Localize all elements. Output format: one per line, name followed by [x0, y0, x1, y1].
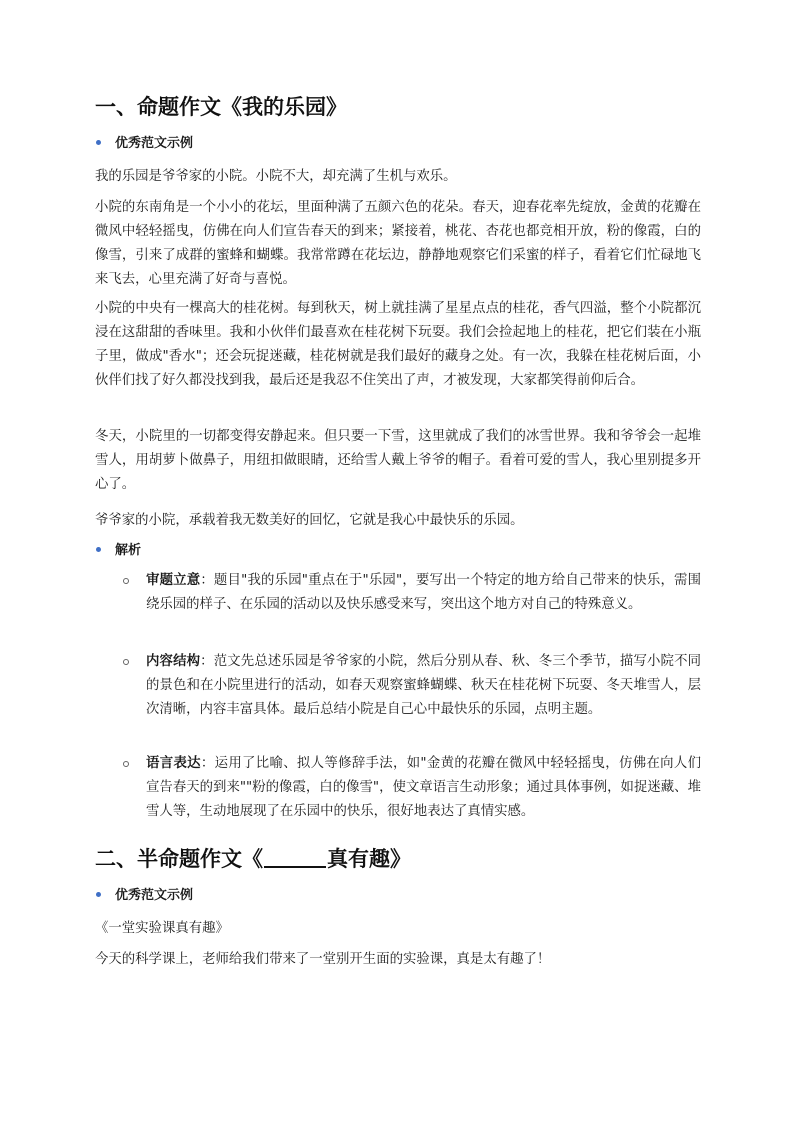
example-label-bullet — [95, 134, 193, 154]
section2-heading — [95, 847, 411, 871]
essay-paragraph-1: 我的乐园是爷爷家的小院。小院不大，却充满了生机与欢乐。 — [95, 169, 457, 184]
analysis-item-text: ：范文先总述乐园是爷爷家的小院，然后分别从春、秋、冬三个季节，描写小院不同的景色和在小院里进行的活动，如春天观察蜜蜂蝴蝶、秋天在桂花树下玩耍、冬天堆雪人，层次清晰，内容丰富具体。最后总结小院是自己心中最快乐的乐园，点明主题。 — [146, 654, 702, 717]
section2-heading-suffix: 真有趣》 — [327, 847, 411, 871]
fill-in-blank — [264, 848, 326, 868]
analysis-label: 解析 — [115, 543, 142, 558]
analysis-item-body — [146, 752, 701, 824]
analysis-item-text: ：运用了比喻、拟人等修辞手法，如"金黄的花瓣在微风中轻轻摇曳，仿佛在向人们宣告春天的到来""粉的像霞，白的像雪"，使文章语言生动形象；通过具体事例，如捉迷藏、堆雪人等，生动地展现了在乐园中的快乐，很好地表达了真情实感。 — [146, 756, 701, 819]
hollow-bullet-icon — [123, 761, 129, 767]
analysis-label-bullet — [95, 541, 141, 561]
hollow-bullet-icon — [123, 659, 129, 665]
essay-title: 《一堂实验课真有趣》 — [95, 921, 229, 936]
analysis-item-title: 审题立意 — [146, 573, 201, 588]
example-label-bullet-2 — [95, 886, 193, 906]
bullet-dot-icon — [96, 547, 101, 552]
analysis-item-title: 语言表达 — [146, 756, 201, 771]
example-label: 优秀范文示例 — [115, 136, 194, 151]
analysis-item-theme — [123, 569, 701, 617]
analysis-item-body — [146, 650, 701, 722]
essay-paragraph-2: 小院的东南角是一个小小的花坛，里面种满了五颜六色的花朵。春天，迎春花率先绽放，金黄的花瓣在微风中轻轻摇曳，仿佛在向人们宣告春天的到来；紧接着，桃花、杏花也都竞相开放，粉的像霞，白的像雪，引来了成群的蜜蜂和蝴蝶。我常常蹲在花坛边，静静地观察它们采蜜的样子，看着它们忙碌地飞来飞去，心里充满了好奇与喜悦。 — [95, 200, 701, 287]
essay-paragraph-4: 冬天，小院里的一切都变得安静起来。但只要一下雪，这里就成了我们的冰雪世界。我和爷爷会一起堆雪人，用胡萝卜做鼻子，用纽扣做眼睛，还给雪人戴上爷爷的帽子。看着可爱的雪人，我心里别提多开心了。 — [95, 429, 701, 492]
analysis-item-structure — [123, 650, 701, 722]
section2-heading-prefix: 二、半命题作文《 — [95, 847, 263, 871]
example-label-2: 优秀范文示例 — [115, 888, 194, 903]
bullet-dot-icon — [96, 140, 101, 145]
essay-paragraph-3: 小院的中央有一棵高大的桂花树。每到秋天，树上就挂满了星星点点的桂花，香气四溢，整个小院都沉浸在这甜甜的香味里。我和小伙伴们最喜欢在桂花树下玩耍。我们会捡起地上的桂花，把它们装在小瓶子里，做成"香水"；还会玩捉迷藏，桂花树就是我们最好的藏身之处。有一次，我躲在桂花树后面，小伙伴们找了好久都没找到我，最后还是我忍不住笑出了声，才被发现，大家都笑得前仰后合。 — [95, 301, 701, 388]
section1-heading: 一、命题作文《我的乐园》 — [95, 95, 347, 119]
analysis-item-text: ：题目"我的乐园"重点在于"乐园"，要写出一个特定的地方给自己带来的快乐，需围绕乐园的样子、在乐园的活动以及快乐感受来写，突出这个地方对自己的特殊意义。 — [146, 573, 702, 612]
analysis-item-title: 内容结构 — [146, 654, 201, 669]
essay-paragraph-5: 爷爷家的小院，承载着我无数美好的回忆，它就是我心中最快乐的乐园。 — [95, 513, 524, 528]
bullet-dot-icon — [96, 892, 101, 897]
analysis-item-body — [146, 569, 701, 617]
analysis-item-language — [123, 752, 701, 824]
essay2-paragraph-1: 今天的科学课上，老师给我们带来了一堂别开生面的实验课，真是太有趣了！ — [95, 952, 551, 967]
hollow-bullet-icon — [123, 578, 129, 584]
